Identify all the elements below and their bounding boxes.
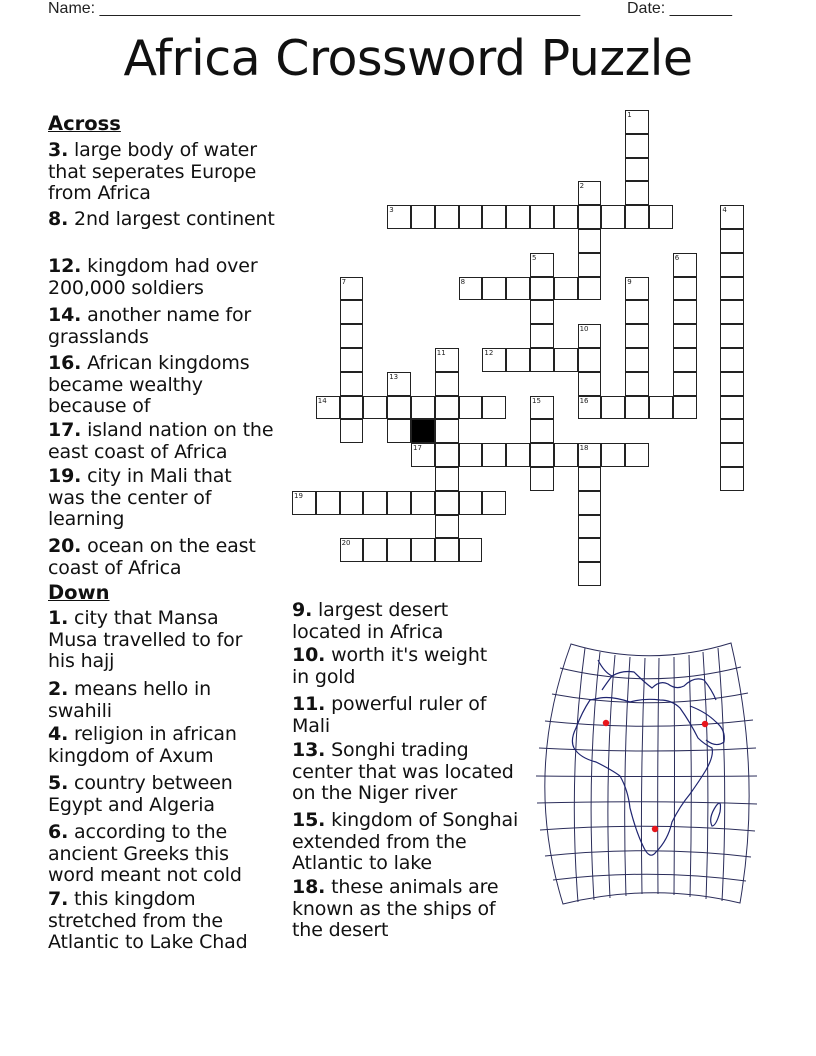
grid-cell[interactable]: [673, 277, 697, 301]
clue-across-20: [48, 536, 280, 579]
grid-cell[interactable]: [435, 348, 459, 372]
grid-cell[interactable]: [482, 443, 506, 467]
grid-cell[interactable]: [625, 110, 649, 134]
grid-cell[interactable]: [363, 396, 387, 420]
clue-down-1: [48, 608, 263, 673]
clue-number: 15.: [292, 809, 326, 831]
grid-cell[interactable]: [673, 253, 697, 277]
grid-cell[interactable]: [673, 372, 697, 396]
cell-number: 6: [674, 253, 680, 262]
grid-cell[interactable]: [673, 300, 697, 324]
grid-cell[interactable]: [387, 491, 411, 515]
cell-number: 12: [484, 349, 494, 357]
clue-number: 11.: [292, 693, 326, 715]
clue-down-13: [292, 740, 528, 805]
grid-cell[interactable]: [720, 467, 744, 491]
grid-cell[interactable]: [720, 372, 744, 396]
grid-cell[interactable]: [482, 491, 506, 515]
cell-number: 7: [341, 277, 347, 286]
date-field[interactable]: Date: _______: [627, 0, 732, 17]
grid-cell[interactable]: [625, 372, 649, 396]
grid-cell[interactable]: [435, 372, 459, 396]
clue-text: powerful ruler of Mali: [292, 693, 487, 737]
grid-cell[interactable]: [554, 205, 578, 229]
clue-text: island nation on the east coast of Africa: [48, 419, 274, 463]
marker-dot: [702, 721, 708, 727]
grid-cell[interactable]: [292, 491, 316, 515]
grid-cell[interactable]: [435, 538, 459, 562]
cell-number: 18: [579, 444, 589, 453]
grid-cell[interactable]: [578, 467, 602, 491]
cell-number: 13: [389, 372, 399, 381]
clue-down-18: [292, 877, 507, 942]
cell-number: 9: [627, 277, 632, 286]
grid-cell[interactable]: [363, 491, 387, 515]
grid-cell[interactable]: [316, 396, 340, 420]
clue-number: 12.: [48, 255, 82, 277]
cell-number: 11: [436, 349, 446, 357]
clue-text: these animals are known as the ships of the desert: [292, 876, 499, 942]
grid-cell[interactable]: [625, 300, 649, 324]
clue-across-3: [48, 140, 280, 205]
clue-text: largest desert located in Africa: [292, 599, 449, 643]
clue-number: 10.: [292, 644, 326, 666]
grid-cell[interactable]: [601, 443, 625, 467]
clue-number: 13.: [292, 739, 326, 761]
clue-text: worth it's weight in gold: [292, 644, 488, 688]
grid-cell[interactable]: [340, 538, 364, 562]
grid-cell[interactable]: [340, 300, 364, 324]
grid-cell[interactable]: [459, 277, 483, 301]
clue-across-12: [48, 256, 280, 299]
grid-cell[interactable]: [506, 205, 530, 229]
clue-text: means hello in swahili: [48, 678, 212, 722]
cell-number: 14: [317, 396, 327, 405]
grid-cell[interactable]: [578, 253, 602, 277]
clue-down-10: [292, 645, 502, 688]
clue-text: kingdom had over 200,000 soldiers: [48, 255, 258, 299]
grid-cell[interactable]: [530, 205, 554, 229]
grid-cell[interactable]: [340, 277, 364, 301]
grid-cell[interactable]: [625, 396, 649, 420]
grid-cell[interactable]: [506, 277, 530, 301]
grid-cell[interactable]: [578, 515, 602, 539]
clue-down-11: [292, 694, 507, 737]
grid-cell[interactable]: [363, 538, 387, 562]
cell-number: 10: [579, 325, 589, 334]
cell-number: 15: [532, 396, 541, 405]
clue-number: 9.: [292, 599, 313, 621]
cell-number: 2: [579, 182, 585, 191]
grid-cell[interactable]: [578, 229, 602, 253]
grid-cell[interactable]: [625, 134, 649, 158]
page-title: Africa Crossword Puzzle: [123, 30, 693, 87]
grid-cell[interactable]: [554, 348, 578, 372]
cell-number: 20: [341, 539, 351, 548]
grid-cell[interactable]: [530, 419, 554, 443]
grid-cell[interactable]: [625, 443, 649, 467]
grid-cell[interactable]: [340, 348, 364, 372]
clue-number: 2.: [48, 678, 69, 700]
cell-number: 5: [532, 253, 537, 262]
clue-down-4: [48, 724, 280, 767]
cell-number: 1: [627, 111, 632, 119]
clue-across-19: [48, 466, 253, 531]
cell-number: 3: [389, 206, 394, 215]
grid-cell[interactable]: [506, 443, 530, 467]
grid-cell[interactable]: [530, 277, 554, 301]
grid-cell[interactable]: [720, 205, 744, 229]
clue-down-2: [48, 679, 280, 722]
grid-cell[interactable]: [673, 348, 697, 372]
clue-number: 20.: [48, 535, 82, 557]
clue-number: 17.: [48, 419, 82, 441]
down-heading: Down: [48, 581, 110, 604]
clue-number: 4.: [48, 723, 69, 745]
clue-number: 7.: [48, 888, 69, 910]
grid-cell[interactable]: [625, 205, 649, 229]
grid-cell[interactable]: [720, 396, 744, 420]
grid-cell[interactable]: [340, 372, 364, 396]
cell-number: 19: [294, 491, 303, 500]
clue-number: 8.: [48, 208, 69, 230]
grid-cell[interactable]: [482, 205, 506, 229]
clue-down-6: [48, 822, 280, 887]
grid-cell[interactable]: [411, 205, 435, 229]
grid-cell[interactable]: [720, 229, 744, 253]
clue-number: 6.: [48, 821, 69, 843]
grid-cell[interactable]: [720, 324, 744, 348]
grid-cell[interactable]: [387, 372, 411, 396]
clue-down-9: [292, 600, 492, 643]
clue-number: 1.: [48, 607, 69, 629]
clue-text: another name for grasslands: [48, 304, 252, 348]
clue-down-15: [292, 810, 520, 875]
grid-cell[interactable]: [482, 277, 506, 301]
cell-number: 4: [722, 206, 727, 215]
grid-cell[interactable]: [625, 348, 649, 372]
grid-cell[interactable]: [387, 396, 411, 420]
grid-cell[interactable]: [578, 181, 602, 205]
clue-across-17: [48, 420, 284, 463]
clue-text: large body of water that seperates Europe from Africa: [48, 139, 257, 205]
clue-across-14: [48, 305, 280, 348]
clue-number: 18.: [292, 876, 326, 898]
grid-cell[interactable]: [601, 205, 625, 229]
grid-cell[interactable]: [459, 396, 483, 420]
grid-cell[interactable]: [459, 205, 483, 229]
clue-down-7: [48, 889, 273, 954]
grid-cell[interactable]: [435, 515, 459, 539]
clue-across-16: [48, 353, 268, 418]
clue-text: city in Mali that was the center of learning: [48, 465, 232, 531]
clue-text: kingdom of Songhai extended from the Atlantic to lake: [292, 809, 519, 875]
grid-cell[interactable]: [435, 491, 459, 515]
name-field[interactable]: Name: ______________________________________________________: [48, 0, 581, 17]
grid-cell[interactable]: [578, 396, 602, 420]
grid-cell[interactable]: [578, 277, 602, 301]
cell-number: 17: [413, 444, 422, 453]
grid-black-cell: [411, 419, 435, 443]
grid-cell[interactable]: [578, 348, 602, 372]
grid-cell[interactable]: [482, 348, 506, 372]
grid-cell[interactable]: [411, 491, 435, 515]
grid-cell[interactable]: [459, 538, 483, 562]
grid-cell[interactable]: [387, 419, 411, 443]
clue-text: ocean on the east coast of Africa: [48, 535, 256, 579]
grid-cell[interactable]: [720, 443, 744, 467]
grid-cell[interactable]: [506, 348, 530, 372]
grid-cell[interactable]: [530, 348, 554, 372]
clue-text: city that Mansa Musa travelled to for his hajj: [48, 607, 243, 673]
grid-cell[interactable]: [554, 443, 578, 467]
grid-cell[interactable]: [459, 443, 483, 467]
grid-cell[interactable]: [435, 467, 459, 491]
grid-cell[interactable]: [578, 205, 602, 229]
across-heading: Across: [48, 112, 121, 135]
grid-cell[interactable]: [459, 491, 483, 515]
grid-cell[interactable]: [578, 491, 602, 515]
grid-cell[interactable]: [649, 205, 673, 229]
clue-across-8: [48, 209, 280, 231]
grid-cell[interactable]: [578, 443, 602, 467]
clue-text: religion in african kingdom of Axum: [48, 723, 237, 767]
grid-cell[interactable]: [411, 538, 435, 562]
clue-text: according to the ancient Greeks this word meant not cold: [48, 821, 242, 887]
grid-cell[interactable]: [554, 277, 578, 301]
marker-dot: [603, 720, 609, 726]
grid-cell[interactable]: [720, 300, 744, 324]
grid-cell[interactable]: [316, 491, 340, 515]
grid-cell[interactable]: [387, 538, 411, 562]
grid-cell[interactable]: [625, 277, 649, 301]
clue-text: country between Egypt and Algeria: [48, 772, 233, 816]
grid-cell[interactable]: [625, 181, 649, 205]
grid-cell[interactable]: [720, 277, 744, 301]
grid-cell[interactable]: [387, 205, 411, 229]
grid-cell[interactable]: [578, 562, 602, 586]
grid-cell[interactable]: [411, 396, 435, 420]
grid-cell[interactable]: [340, 491, 364, 515]
grid-cell[interactable]: [673, 396, 697, 420]
clue-text: this kingdom stretched from the Atlantic to Lake Chad: [48, 888, 248, 954]
grid-cell[interactable]: [649, 396, 673, 420]
clue-down-5: [48, 773, 280, 816]
grid-cell[interactable]: [530, 443, 554, 467]
grid-cell[interactable]: [530, 300, 554, 324]
clue-number: 5.: [48, 772, 69, 794]
grid-cell[interactable]: [435, 419, 459, 443]
clue-number: 16.: [48, 352, 82, 374]
africa-map-image: [528, 638, 760, 910]
grid-cell[interactable]: [530, 253, 554, 277]
grid-cell[interactable]: [435, 205, 459, 229]
grid-cell[interactable]: [435, 396, 459, 420]
grid-cell[interactable]: [625, 324, 649, 348]
grid-cell[interactable]: [411, 443, 435, 467]
grid-cell[interactable]: [340, 324, 364, 348]
grid-cell[interactable]: [673, 324, 697, 348]
clue-number: 19.: [48, 465, 82, 487]
clue-text: 2nd largest continent: [68, 208, 275, 230]
grid-cell[interactable]: [625, 158, 649, 182]
grid-cell[interactable]: [435, 443, 459, 467]
grid-cell[interactable]: [530, 324, 554, 348]
grid-cell[interactable]: [340, 419, 364, 443]
grid-cell[interactable]: [720, 253, 744, 277]
grid-cell[interactable]: [720, 348, 744, 372]
grid-cell[interactable]: [530, 396, 554, 420]
clue-number: 3.: [48, 139, 69, 161]
grid-cell[interactable]: [720, 419, 744, 443]
clue-number: 14.: [48, 304, 82, 326]
grid-cell[interactable]: [578, 538, 602, 562]
cell-number: 16: [579, 396, 589, 405]
grid-cell[interactable]: [530, 467, 554, 491]
cell-number: 8: [460, 277, 466, 286]
grid-cell[interactable]: [578, 372, 602, 396]
grid-cell[interactable]: [340, 396, 364, 420]
marker-dot: [652, 826, 658, 832]
grid-cell[interactable]: [578, 324, 602, 348]
grid-cell[interactable]: [601, 396, 625, 420]
clue-text: African kingdoms became wealthy because of: [48, 352, 250, 418]
clue-text: Songhi trading center that was located on the Niger river: [292, 739, 514, 805]
graticule: [536, 643, 757, 904]
grid-cell[interactable]: [482, 396, 506, 420]
